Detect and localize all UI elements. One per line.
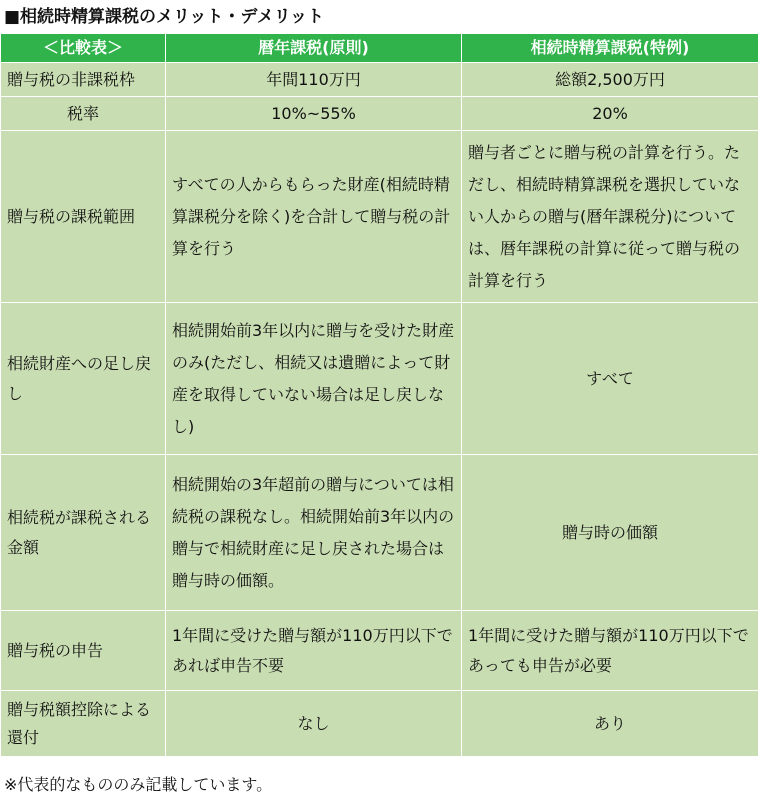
table-row — [1, 455, 759, 611]
table-row — [1, 63, 759, 97]
settlement-cell: 贈与時の価額 — [462, 455, 759, 611]
settlement-cell: すべて — [462, 303, 759, 455]
row-label: 相続税が課税される金額 — [1, 455, 166, 611]
row-label: 税率 — [1, 97, 166, 131]
table-row — [1, 131, 759, 303]
footnote: ※代表的なもののみ記載しています。 — [4, 775, 273, 794]
annual-cell: 1年間に受けた贈与額が110万円以下であれば申告不要 — [166, 611, 462, 691]
table-header-row — [1, 34, 759, 63]
annual-cell: なし — [166, 691, 462, 757]
row-label: 贈与税額控除による還付 — [1, 691, 166, 757]
header-comparison: ＜比較表＞ — [1, 34, 166, 63]
comparison-table — [0, 33, 759, 757]
row-label: 相続財産への足し戻し — [1, 303, 166, 455]
table-row — [1, 611, 759, 691]
annual-cell: すべての人からもらった財産(相続時精算課税分を除く)を合計して贈与税の計算を行う — [166, 131, 462, 303]
settlement-cell: 総額2,500万円 — [462, 63, 759, 97]
annual-cell: 相続開始前3年以内に贈与を受けた財産のみ(ただし、相続又は遺贈によって財産を取得していない場合は足し戻しなし) — [166, 303, 462, 455]
settlement-cell: あり — [462, 691, 759, 757]
annual-cell: 年間110万円 — [166, 63, 462, 97]
table-row — [1, 691, 759, 757]
settlement-cell: 贈与者ごとに贈与税の計算を行う。ただし、相続時精算課税を選択していない人からの贈与(暦年課税分)については、暦年課税の計算に従って贈与税の計算を行う — [462, 131, 759, 303]
row-label: 贈与税の課税範囲 — [1, 131, 166, 303]
header-annual-taxation: 暦年課税(原則) — [166, 34, 462, 63]
row-label: 贈与税の非課税枠 — [1, 63, 166, 97]
annual-cell: 10%~55% — [166, 97, 462, 131]
page-title: ■相続時精算課税のメリット・デメリット — [4, 7, 325, 27]
settlement-cell: 1年間に受けた贈与額が110万円以下であっても申告が必要 — [462, 611, 759, 691]
table-row — [1, 97, 759, 131]
row-label: 贈与税の申告 — [1, 611, 166, 691]
header-settlement-taxation: 相続時精算課税(特例) — [462, 34, 759, 63]
table-row — [1, 303, 759, 455]
settlement-cell: 20% — [462, 97, 759, 131]
annual-cell: 相続開始の3年超前の贈与については相続税の課税なし。相続開始前3年以内の贈与で相続財産に足し戻された場合は贈与時の価額。 — [166, 455, 462, 611]
